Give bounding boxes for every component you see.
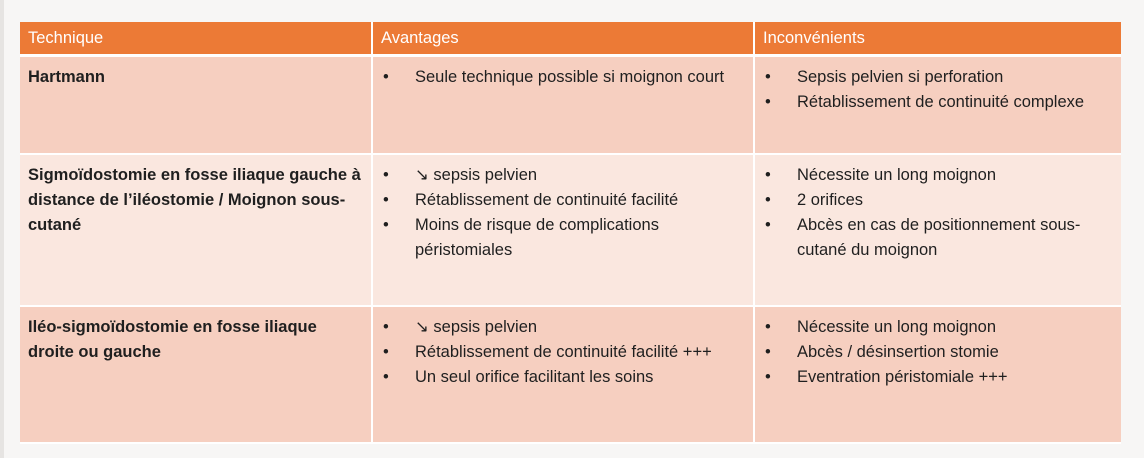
list-item: • Rétablissement de continuité facilité +++ — [381, 340, 745, 365]
header-avantages: Avantages — [372, 22, 754, 56]
list-item: • ↘ sepsis pelvien — [381, 163, 745, 188]
header-inconvenients: Inconvénients — [754, 22, 1121, 56]
list-item: • Abcès en cas de positionnement sous-cutané du moignon — [763, 213, 1113, 263]
list-item: • Eventration péristomiale +++ — [763, 365, 1113, 390]
techniques-table — [20, 22, 1121, 444]
technique-name: Sigmoïdostomie en fosse iliaque gauche à distance de l’iléostomie / Moignon sous-cutané — [28, 166, 361, 234]
table-row — [20, 56, 1121, 155]
avantages-list — [381, 65, 745, 90]
inconvenients-list — [763, 65, 1113, 115]
avantages-list — [381, 163, 745, 263]
list-item: • Abcès / désinsertion stomie — [763, 340, 1113, 365]
list-item: • Nécessite un long moignon — [763, 163, 1113, 188]
list-item: • Moins de risque de complications péristomiales — [381, 213, 745, 263]
table-row — [20, 306, 1121, 443]
inconvenients-list — [763, 163, 1113, 263]
inconvenients-cell — [754, 56, 1121, 155]
list-item: • Rétablissement de continuité facilité — [381, 188, 745, 213]
header-row — [20, 22, 1121, 56]
inconvenients-list — [763, 315, 1113, 390]
avantages-cell — [372, 56, 754, 155]
list-item: • Seule technique possible si moignon court — [381, 65, 745, 90]
list-item: • Sepsis pelvien si perforation — [763, 65, 1113, 90]
technique-name: Iléo-sigmoïdostomie en fosse iliaque droite ou gauche — [28, 318, 317, 361]
technique-cell — [20, 56, 372, 155]
list-item: • Nécessite un long moignon — [763, 315, 1113, 340]
header-technique: Technique — [20, 22, 372, 56]
avantages-list — [381, 315, 745, 390]
technique-cell — [20, 154, 372, 306]
inconvenients-cell — [754, 306, 1121, 443]
list-item: • Rétablissement de continuité complexe — [763, 90, 1113, 115]
list-item: • 2 orifices — [763, 188, 1113, 213]
technique-name: Hartmann — [28, 68, 106, 86]
list-item: • Un seul orifice facilitant les soins — [381, 365, 745, 390]
list-item: • ↘ sepsis pelvien — [381, 315, 745, 340]
inconvenients-cell — [754, 154, 1121, 306]
avantages-cell — [372, 306, 754, 443]
avantages-cell — [372, 154, 754, 306]
technique-cell — [20, 306, 372, 443]
table-row — [20, 154, 1121, 306]
